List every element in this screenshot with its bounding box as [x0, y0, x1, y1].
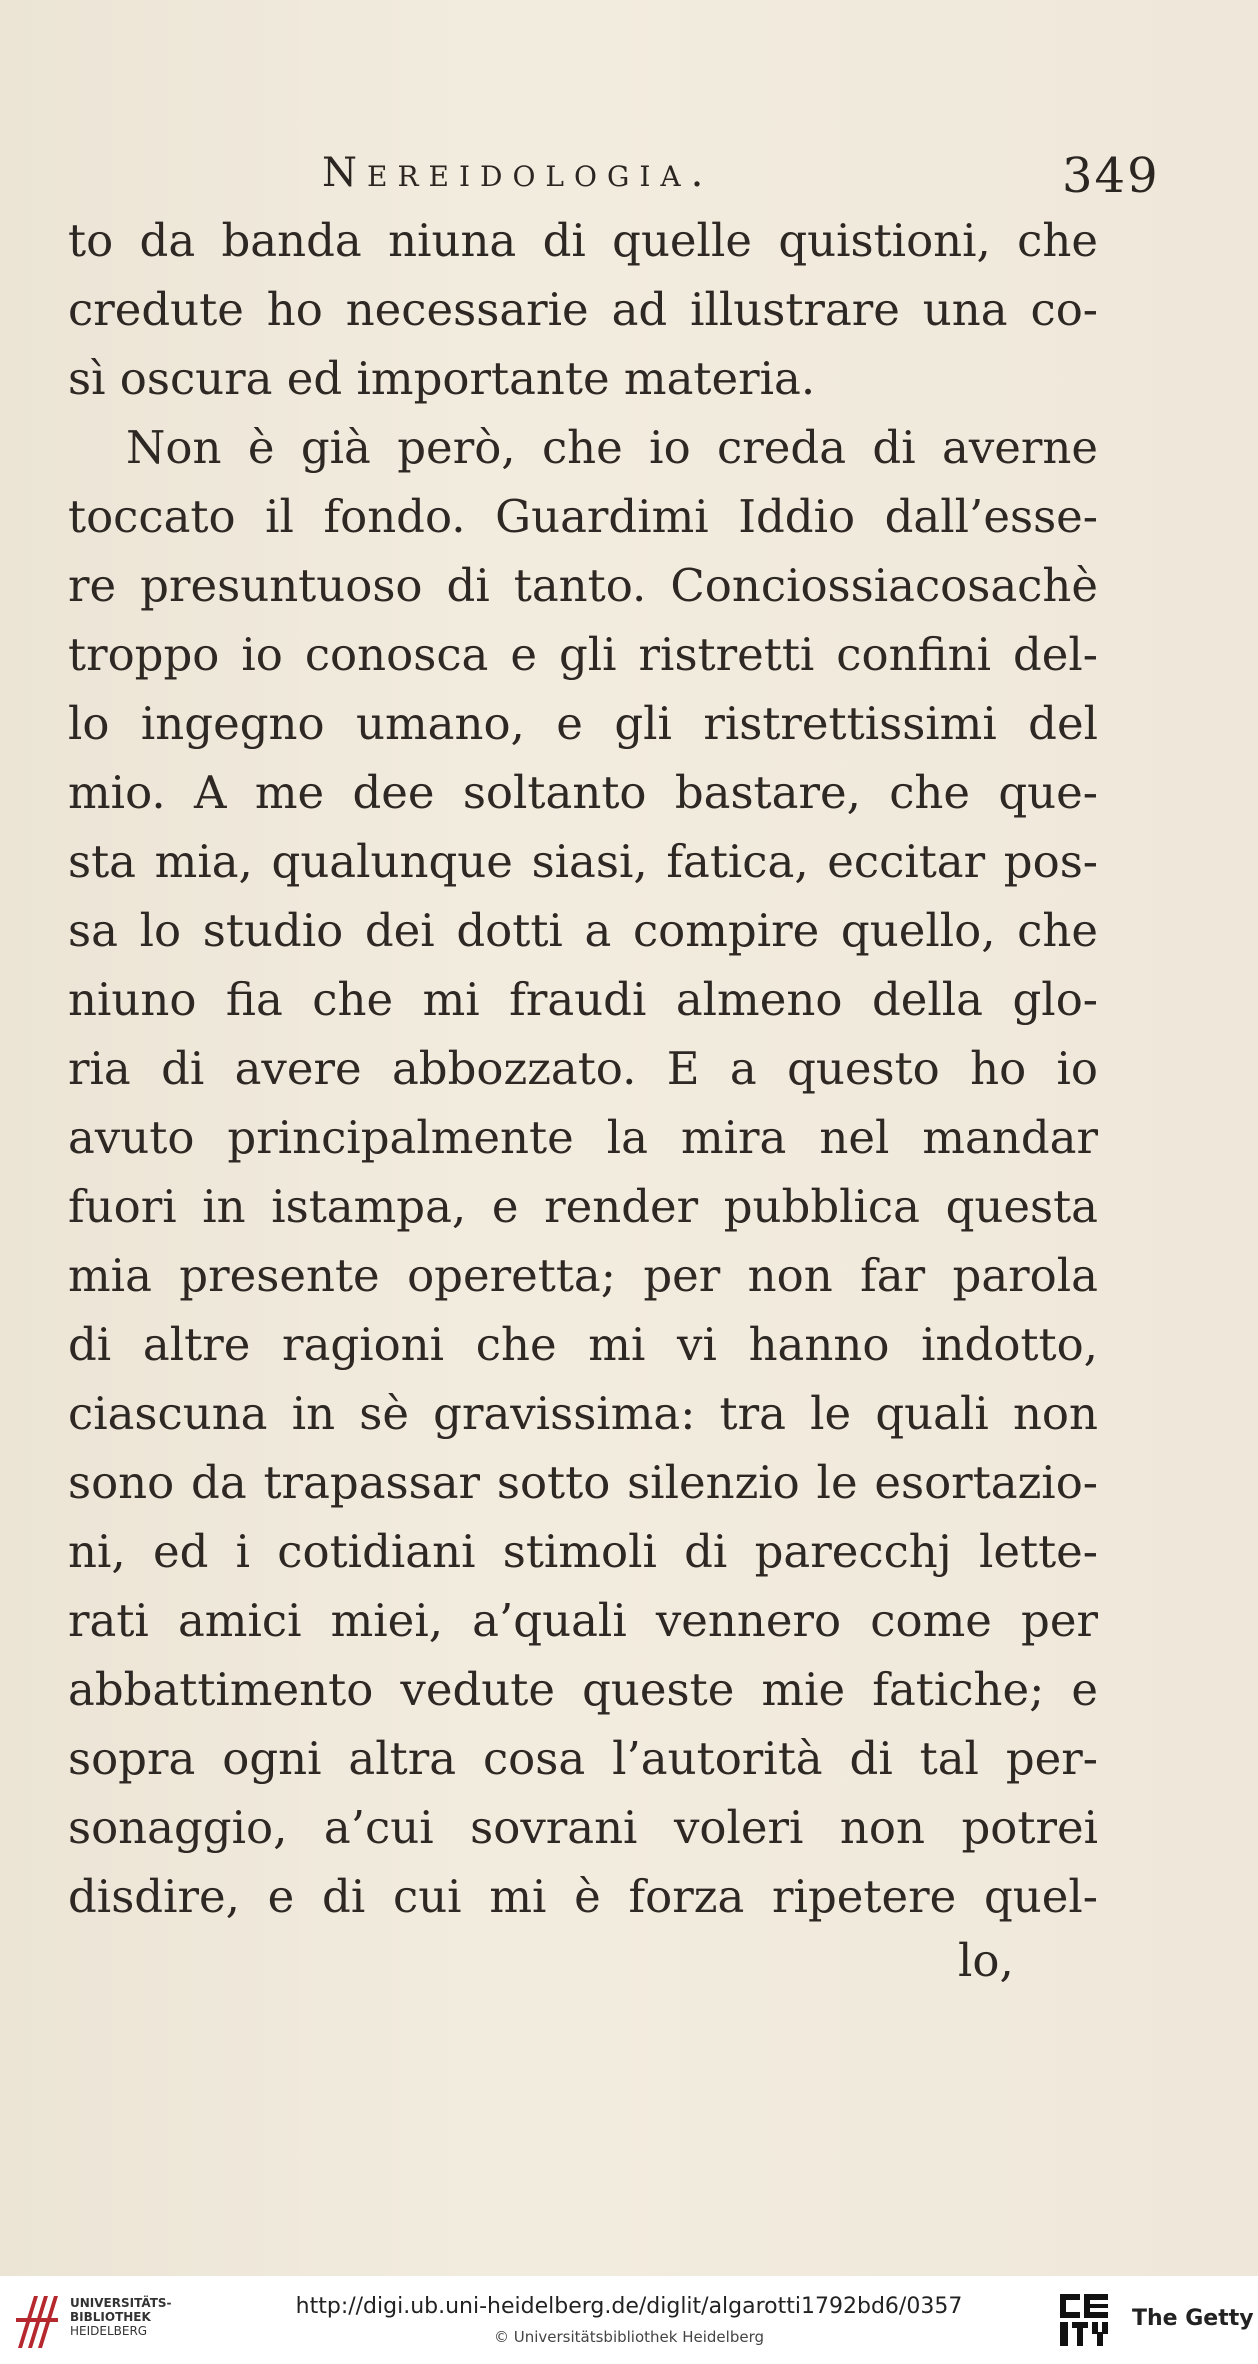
text-line: toccato il fondo. Guardimi Iddio dall’esse-: [68, 490, 1098, 543]
text-line: disdire, e di cui mi è forza ripetere quel-: [68, 1870, 1098, 1923]
text-line: Non è già però, che io creda di averne: [126, 421, 1098, 474]
text-line: to da banda niuna di quelle quistioni, che: [68, 214, 1098, 267]
text-line: sì oscura ed importante materia.: [68, 352, 816, 405]
text-line: avuto principalmente la mira nel mandar: [68, 1111, 1098, 1164]
text-line: sa lo studio dei dotti a compire quello, che: [68, 904, 1098, 957]
body-text: [68, 206, 1098, 1931]
getty-name: The Getty: [1132, 2306, 1254, 2331]
library-name-line: UNIVERSITÄTS-: [70, 2296, 172, 2310]
text-line: fuori in istampa, e render pubblica questa: [68, 1180, 1098, 1233]
running-head: [70, 148, 1160, 208]
text-line: ciascuna in sè gravissima: tra le quali non: [68, 1387, 1098, 1440]
text-line: ni, ed i cotidiani stimoli di parecchj lette-: [68, 1525, 1098, 1578]
getty-logo-icon: [1058, 2292, 1110, 2348]
text-line: mio. A me dee soltanto bastare, che que-: [68, 766, 1098, 819]
text-line: rati amici miei, a’quali vennero come per: [68, 1594, 1098, 1647]
text-line: troppo io conosca e gli ristretti confini del-: [68, 628, 1098, 681]
text-line: lo ingegno umano, e gli ristrettissimi del: [68, 697, 1098, 750]
text-line: mia presente operetta; per non far parola: [68, 1249, 1098, 1302]
text-line: re presuntuoso di tanto. Conciossiacosachè: [68, 559, 1098, 612]
catchword: lo,: [958, 1934, 1014, 1987]
copyright-notice: © Universitätsbibliothek Heidelberg: [493, 2328, 764, 2346]
text-line: abbattimento vedute queste mie fatiche; e: [68, 1663, 1098, 1716]
text-line: sta mia, qualunque siasi, fatica, eccitar pos-: [68, 835, 1098, 888]
text-line: niuno fia che mi fraudi almeno della glo-: [68, 973, 1098, 1026]
library-name-line: BIBLIOTHEK: [70, 2310, 151, 2324]
footer-bar: [0, 2276, 1258, 2364]
text-line: sono da trapassar sotto silenzio le esortazio-: [68, 1456, 1098, 1509]
text-line: sonaggio, a’cui sovrani voleri non potrei: [68, 1801, 1098, 1854]
text-line: sopra ogni altra cosa l’autorità di tal per-: [68, 1732, 1098, 1785]
running-head-title: Nereidologia.: [322, 150, 714, 196]
text-line: ria di avere abbozzato. E a questo ho io: [68, 1042, 1098, 1095]
page-number: 349: [1062, 148, 1160, 204]
text-line: credute ho necessarie ad illustrare una co-: [68, 283, 1098, 336]
library-name-line: HEIDELBERG: [70, 2324, 148, 2338]
text-line: di altre ragioni che mi vi hanno indotto,: [68, 1318, 1098, 1371]
permalink-url[interactable]: http://digi.ub.uni-heidelberg.de/diglit/algarotti1792bd6/0357: [295, 2294, 963, 2319]
